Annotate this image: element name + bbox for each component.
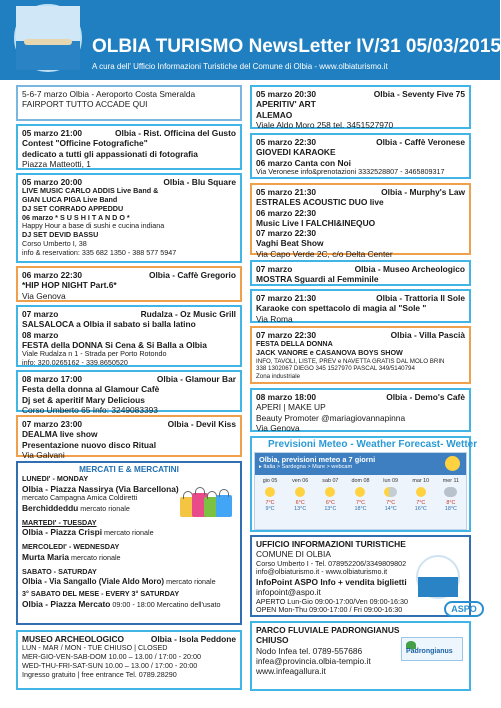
weather-temp: 6°C (325, 499, 335, 506)
weather-days (255, 475, 466, 513)
shopping-bags-icon (180, 477, 234, 517)
tourist-info-box (250, 535, 477, 617)
event-title: GIOVEDI KARAOKE (256, 147, 336, 158)
parco-website[interactable]: www.infeagallura.it (256, 666, 326, 676)
event-desc: Dj set & aperitif Mary Delicious (22, 394, 145, 405)
event-line: 06 marzo * S U S H I T A N D O * (22, 212, 130, 222)
event-murphys-law (250, 183, 471, 259)
event-desc: Presentazione nuovo disco Ritual (22, 439, 157, 450)
event-line: GIAN LUCA PIGA Live Band (22, 195, 118, 205)
market-location: Olbia - Piazza Nassirya (Via Barcellona) (22, 483, 179, 494)
event-header: 05 marzo 22:30 Olbia - Caffè Veronese (256, 137, 465, 147)
partly-cloudy-icon (384, 487, 397, 497)
market-desc: mercato Campagna Amica Coldiretti (22, 493, 138, 503)
market-location: Olbia - Via Sangallo (Viale Aldo Moro) mercato rionale (22, 576, 216, 586)
event-fairport (16, 85, 242, 121)
event-officina-gusto (16, 124, 242, 170)
weather-temp: 16°C (414, 506, 427, 513)
event-title: *HIP HOP NIGHT Part.6* (22, 280, 117, 291)
cloud-icon (444, 487, 457, 497)
event-title: ALEMAO (256, 109, 293, 120)
parco-title: PARCO FLUVIALE PADRONGIANUS (256, 625, 400, 635)
sun-icon (265, 487, 275, 497)
weather-day-label: lun 09 (383, 478, 398, 484)
event-address: Via Capo Verde 2C, c/o Delta Center (256, 248, 393, 259)
weather-temp: 9°C (265, 506, 275, 513)
sun-icon (416, 487, 426, 497)
event-caffe-veronese (250, 133, 471, 179)
event-line: Happy Hour a base di sushi e cucina indiana (22, 221, 165, 231)
weather-temp: 18°C (354, 506, 367, 513)
weather-temp: 13°C (324, 506, 337, 513)
market-day: LUNEDI' - MONDAY (22, 474, 89, 483)
weather-day (287, 478, 313, 513)
event-address: Corso Umberto 65 Info: 3249083393 (22, 404, 158, 415)
markets-box (16, 461, 242, 625)
weather-temp: 7°C (265, 499, 275, 506)
event-title: Music Live I FALCHI&INEQUO (256, 217, 376, 228)
event-glamour-bar (16, 370, 242, 415)
museo-archeologico-box (16, 630, 242, 690)
header-banner (0, 0, 500, 80)
event-trattoria-sole (250, 289, 471, 323)
event-devil-kiss (16, 415, 242, 460)
event-date: 07 marzo 22:30 (256, 228, 317, 238)
info-hours: OPEN Mon-Thu 09:00-17:00 / Fri 09:00-16:30 (256, 605, 403, 615)
weather-forecast-box (250, 436, 478, 532)
weather-day-label: mer 11 (442, 478, 460, 484)
weather-temp: 7°C (355, 499, 365, 506)
markets-title: MERCATI E & MERCATINI (79, 465, 179, 474)
event-header: 05 marzo 20:30 Olbia - Seventy Five 75 (256, 89, 465, 99)
event-header: 08 marzo 17:00 Olbia - Glamour Bar (22, 374, 236, 384)
weather-day-label: ven 06 (292, 478, 309, 484)
weather-breadcrumb[interactable]: ▸ Italia > Sardegna > Mare > webcam (259, 464, 353, 471)
event-desc: dedicato a tutti gli appassionati di fotografia (22, 148, 198, 159)
event-address: Corso Umberto I, 38 (22, 238, 87, 248)
info-email: info@olbiaturismo.it - www.olbiaturismo.it (256, 567, 388, 577)
event-header: 05 marzo 20:00 Olbia - Blu Square (22, 177, 236, 187)
event-address: Viale Aldo Moro 258 tel. 3451527970 (256, 119, 394, 130)
event-oz-music-grill (16, 305, 242, 367)
weather-title: Previsioni Meteo - Weather Forecast- Wetter (268, 439, 478, 450)
info-title: UFFICIO INFORMAZIONI TURISTICHE (256, 539, 406, 549)
market-day: MARTEDI' - TUESDAY (22, 517, 97, 527)
sun-icon (295, 487, 305, 497)
event-title: Karaoke con spettacolo di magia al "Sole " (256, 303, 427, 314)
event-title: SALSALOCA a Olbia il sabato si balla latino (22, 319, 196, 330)
aspo-logo: ASPO (444, 601, 484, 617)
event-address: Viale Rudalza n 1 - Strada per Porto Rotondo (22, 349, 167, 358)
event-title: JACK VANORE e CASANOVA BOYS SHOW (256, 348, 403, 358)
event-desc: Beauty Promoter @mariagiovannapinna (256, 412, 406, 423)
event-header: 08 marzo 18:00 Olbia - Demo's Cafè (256, 392, 465, 402)
event-header: 07 marzo Rudalza - Oz Music Grill (22, 309, 236, 319)
event-address: Via Genova (22, 290, 66, 301)
market-location: Murta Maria mercato rionale (22, 551, 121, 562)
event-header: 07 marzo 23:00 Olbia - Devil Kiss (22, 419, 236, 429)
weather-temp: 13°C (294, 506, 307, 513)
event-title: ESTRALES ACOUSTIC DUO live (256, 197, 384, 208)
event-title: FAIRPORT TUTTO ACCADE QUI (22, 99, 148, 110)
weather-day-label: gio 05 (262, 478, 278, 484)
weather-day-label: dom 08 (351, 478, 370, 484)
event-line: LIVE MUSIC CARLO ADDIS Live Band & (22, 186, 159, 196)
weather-day (347, 478, 373, 513)
event-line: DJ SET DEVID BASSU (22, 230, 99, 240)
market-desc: Berchiddeddu mercato rionale (22, 502, 130, 513)
page-subtitle: A cura dell' Ufficio Informazioni Turistiche del Comune di Olbia - www.olbiaturismo.it (92, 62, 388, 71)
weather-temp: 7°C (386, 499, 396, 506)
weather-temp: 8°C (446, 499, 456, 506)
event-title: Vaghi Beat Show (256, 238, 324, 249)
parco-status: CHIUSO (256, 635, 289, 646)
weather-day (317, 478, 343, 513)
event-header: 05 marzo 21:30 Olbia - Murphy's Law (256, 187, 465, 197)
event-title: MOSTRA Sguardi al Femminile (256, 274, 379, 285)
event-date: 08 marzo (22, 329, 59, 340)
event-date: 06 marzo 22:30 (256, 207, 317, 218)
museo-hours: MER-GIO-VEN-SAB-DOM 10.00 – 13.00 / 17:00 - 20:00 (22, 652, 201, 662)
event-title: APERITIV' ART (256, 99, 316, 110)
event-line: DJ SET CORRADO APPEDDU (22, 203, 124, 213)
olbia-logo (14, 4, 82, 72)
market-day: SABATO - SATURDAY (22, 566, 97, 576)
museo-header: MUSEO ARCHEOLOGICO Olbia - Isola Peddone (22, 634, 236, 644)
museo-hours: WED-THU-FRI-SAT-SUN 10.00 – 13.00 / 17:00 - 20:00 (22, 660, 198, 670)
event-title: DEALMA live show (22, 429, 98, 440)
weather-day (378, 478, 404, 513)
event-villa-pascia (250, 326, 471, 384)
info-subtitle: COMUNE DI OLBIA (256, 549, 331, 560)
event-info: INFO, TAVOLI, LISTE, PREV e NAVETTA GRATIS DAL MOLO BRIN (256, 357, 445, 365)
parco-email: infea@provincia.olbia-tempio.it (256, 655, 371, 666)
weather-temp: 6°C (295, 499, 305, 506)
weather-temp: 14°C (384, 506, 397, 513)
event-title: 06 marzo Canta con Noi (256, 157, 351, 168)
event-museo-mostra (250, 260, 471, 286)
sun-icon (355, 487, 365, 497)
event-blu-square (16, 173, 242, 263)
event-line: 5-6-7 marzo Olbia - Aeroporto Costa Smeralda (22, 89, 196, 99)
weather-temp: 18°C (444, 506, 457, 513)
event-address: Piazza Matteotti, 1 (22, 158, 91, 169)
event-header: 06 marzo 22:30 Olbia - Caffè Gregorio (22, 270, 236, 280)
event-header: 07 marzo 21:30 Olbia - Trattoria Il Sole (256, 293, 465, 303)
event-header: 07 marzo Olbia - Museo Archeologico (256, 264, 465, 274)
event-address: Zona industriale (256, 372, 301, 380)
info-hours: APERTO Lun-Gio 09:00-17:00/Ven 09:00-16:30 (256, 596, 408, 606)
event-phone: info & reservation: 335 682 1350 - 388 577 5947 (22, 247, 177, 257)
market-day: 3° SABATO DEL MESE - EVERY 3° SATURDAY (22, 589, 180, 599)
page-title: OLBIA TURISMO NewsLetter IV/31 05/03/2015 (92, 36, 501, 57)
market-location: Olbia - Piazza Crispi mercato rionale (22, 527, 154, 538)
museo-hours: LUN - MAR / MON - TUE CHIUSO | CLOSED (22, 643, 168, 653)
olbia-logo (416, 555, 460, 599)
event-header: 07 marzo 22:30 Olbia - Villa Pascià (256, 330, 465, 340)
event-caffe-gregorio (16, 266, 242, 302)
event-title: Contest "Officine Fotografiche" (22, 138, 148, 149)
info-phone: Corso Umberto I - Tel. 078952206/3349809802 (256, 558, 407, 568)
event-title: Festa della donna al Glamour Cafè (22, 384, 160, 395)
event-header: 05 marzo 21:00 Olbia - Rist. Officina del Gusto (22, 128, 236, 138)
event-phone: 338 1302067 DIEGO 345 1527970 PASCAL 349/5140794 (256, 365, 415, 373)
market-day: MERCOLEDI' - WEDNESDAY (22, 542, 120, 552)
market-location: Olbia - Piazza Mercato 09:00 - 18:00 Mercatino dell'usato (22, 599, 221, 610)
event-address: Via Veronese info&prenotazioni 3332528807 - 3465809317 (256, 166, 445, 176)
parco-phone: Nodo Infea tel. 0789-557686 (256, 645, 363, 656)
weather-day (257, 478, 283, 513)
parco-padrongianus-box (250, 621, 471, 691)
event-address: Via Genova (256, 422, 300, 433)
padrongianus-logo: Padrongianus (401, 637, 463, 661)
weather-day (438, 478, 464, 513)
infopoint-title: InfoPoint ASPO Info + vendita biglietti (256, 577, 407, 588)
weather-widget[interactable] (254, 452, 467, 530)
event-title: FESTA DELLA DONNA (256, 339, 333, 349)
weather-day (408, 478, 434, 513)
weather-widget-title: Olbia, previsioni meteo a 7 giorni (259, 455, 376, 464)
event-seventy-five (250, 85, 471, 129)
event-address: Via Galvani (22, 449, 65, 460)
museo-contact: Ingresso gratuito | free entrance Tel. 0789.28290 (22, 669, 177, 679)
sun-icon (445, 456, 460, 471)
weather-temp: 7°C (416, 499, 426, 506)
event-address: Via Roma (256, 313, 293, 324)
event-demos-cafe (250, 388, 471, 432)
infopoint-email: infopoint@aspo.it (256, 587, 321, 598)
weather-day-label: sab 07 (322, 478, 339, 484)
weather-day-label: mar 10 (412, 478, 430, 484)
event-title: FESTA della DONNA Si Cena & Si Balla a Olbia (22, 339, 207, 350)
event-title: APERI | MAKE UP (256, 402, 326, 413)
sun-icon (325, 487, 335, 497)
event-phone: info: 320.0265162 - 339.8650520 (22, 357, 128, 367)
